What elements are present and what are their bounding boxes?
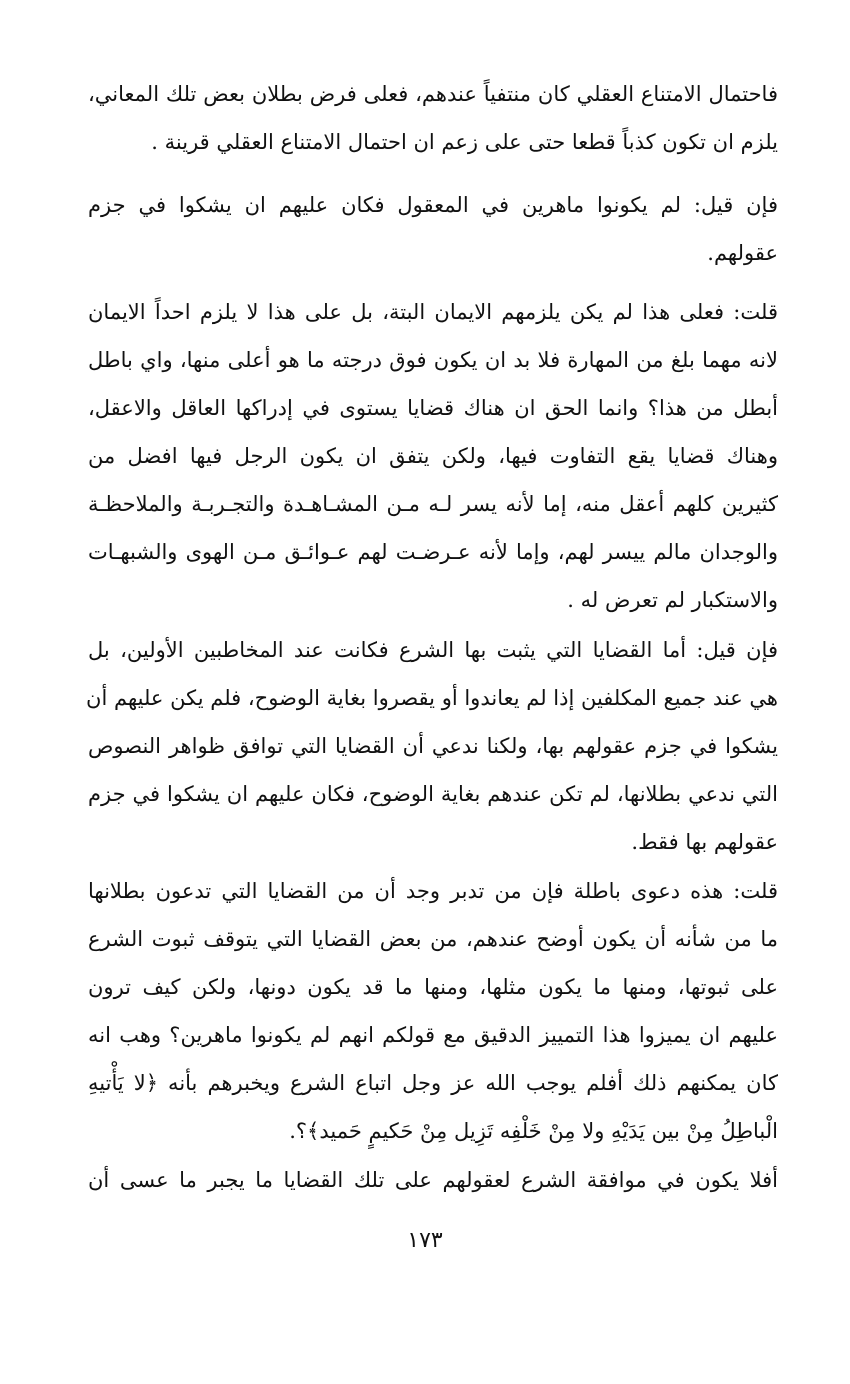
text-line: على ثبوتها، ومنها ما يكون مثلها، ومنها ما قد يكون دونها، ولكن كيف ترون [88,975,778,999]
text-line: فإن قيل: لم يكونوا ماهرين في المعقول فكان عليهم ان يشكوا في جزم [88,193,778,217]
paragraph-2 [88,181,778,277]
page-number: ١٧٣ [407,1228,443,1253]
text-line: فإن قيل: أما القضايا التي يثبت بها الشرع فكانت عند المخاطبين الأولين، بل [88,638,778,662]
text-line: كان يمكنهم ذلك أفلم يوجب الله عز وجل اتباع الشرع ويخبرهم بأنه ﴿لا يَأْتيهِ [88,1071,778,1095]
paragraph-3 [88,288,778,624]
text-line: قلت: فعلى هذا لم يكن يلزمهم الايمان البتة، بل على هذا لا يلزم احداً الايمان [88,300,778,324]
text-line: عقولهم بها فقط. [631,830,778,854]
paragraph-1 [88,70,778,166]
text-line: والاستكبار لم تعرض له . [567,588,778,612]
text-line: والوجدان مالم ييسر لهم، وإما لأنه عـرضـت لهم عـوائـق مـن الهوى والشبهـات [88,540,778,564]
text-line: عقولهم. [707,241,778,265]
text-line: وهناك قضايا يقع التفاوت فيها، ولكن يتفق ان يكون الرجل فيها افضل من [88,444,778,468]
text-line: يشكوا في جزم عقولهم بها، ولكنا ندعي أن القضايا التي توافق ظواهر النصوص [88,734,778,758]
text-line: التي ندعي بطلانها، لم تكن عندهم بغاية الوضوح، فكان عليهم ان يشكوا في جزم [88,782,778,806]
paragraph-4 [88,626,778,866]
paragraph-6 [88,1156,778,1204]
text-line: ما من شأنه أن يكون أوضح عندهم، من بعض القضايا التي يتوقف ثبوت الشرع [88,927,778,951]
text-line: كثيرين كلهم أعقل منه، إما لأنه يسر لـه مـن المشـاهـدة والتجـربـة والملاحظـة [88,492,778,516]
text-line: هي عند جميع المكلفين إذا لم يعاندوا أو يقصروا بغاية الوضوح، فلم يكن عليهم أن [86,686,778,710]
text-line: أفلا يكون في موافقة الشرع لعقولهم على تلك القضايا ما يجبر ما عسى أن [88,1168,778,1192]
text-line: يلزم ان تكون كذباً قطعا حتى على زعم ان احتمال الامتناع العقلي قرينة . [151,130,778,154]
text-line: لانه مهما بلغ من المهارة فلا بد ان يكون فوق درجته ما هو أعلى منها، واي باطل [88,348,778,372]
text-line: أبطل من هذا؟ وانما الحق ان هناك قضايا يستوى في إدراكها العاقل والاعقل، [88,396,778,420]
text-line: فاحتمال الامتناع العقلي كان منتفياً عندهم، فعلى فرض بطلان بعض تلك المعاني، [88,82,778,106]
text-line: عليهم ان يميزوا هذا التمييز الدقيق مع قولكم انهم لم يكونوا ماهرين؟ وهب انه [88,1023,778,1047]
text-line: الْباطِلُ مِنْ بين يَدَيْهِ ولا مِنْ خَلْفِه تَزِيل مِنْ حَكيمٍ حَميد﴾؟. [289,1119,778,1143]
paragraph-5 [88,867,778,1155]
text-line: قلت: هذه دعوى باطلة فإن من تدبر وجد أن من القضايا التي تدعون بطلانها [88,879,778,903]
